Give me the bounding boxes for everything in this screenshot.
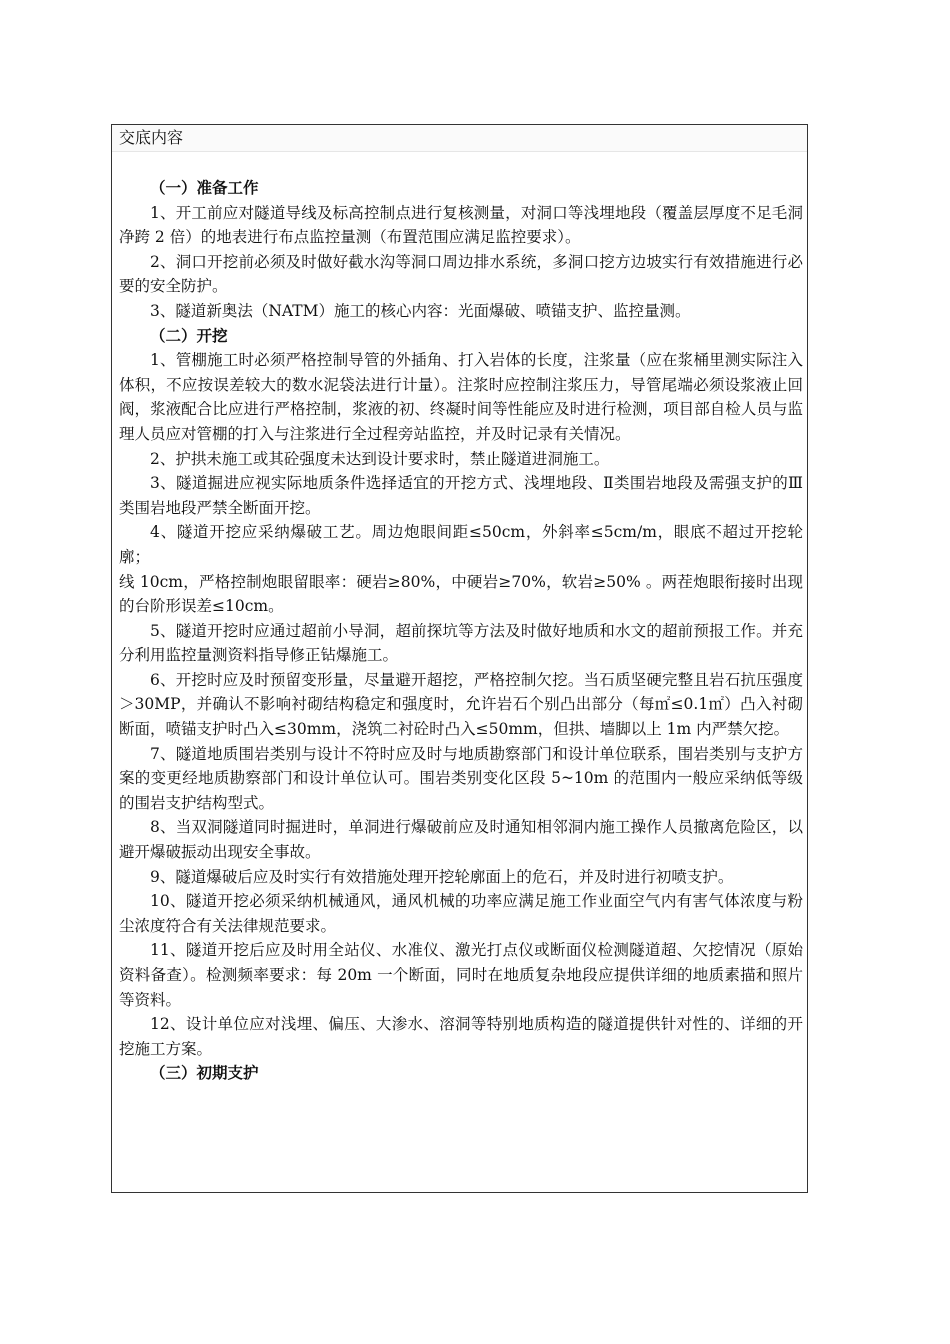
paragraph: 9、隧道爆破后应及时实行有效措施处理开挖轮廓面上的危石，并及时进行初喷支护。 (150, 867, 734, 886)
paragraph: 5、隧道开挖时应通过超前小导洞，超前探坑等方法及时做好地质和水文的超前预报工作。并充分利用监控量测资料指导修正钻爆施工。 (119, 621, 803, 665)
header-row (112, 125, 807, 152)
section-title-initial-support: （三）初期支护 (150, 1064, 259, 1083)
paragraph: 3、隧道新奥法（NATM）施工的核心内容：光面爆破、喷锚支护、监控量测。 (150, 301, 691, 320)
section-title-preparation: （一）准备工作 (150, 179, 259, 197)
paragraph: 1、开工前应对隧道导线及标高控制点进行复核测量，对洞口等浅埋地段（覆盖层厚度不足毛洞净跨 2 倍）的地表进行布点监控量测（布置范围应满足监控要求）。 (119, 203, 803, 247)
paragraph-continuation: 线 10cm，严格控制炮眼留眼率：硬岩≥80%，中硬岩≥70%，软岩≥50% 。两茬炮眼衔接时出现的台阶形误差≤10cm。 (119, 572, 803, 616)
paragraph: 6、开挖时应及时预留变形量，尽量避开超挖，严格控制欠挖。当石质坚硬完整且岩石抗压强度＞30MP，并确认不影响衬砌结构稳定和强度时，允许岩石个别凸出部分（每㎡≤0.1㎡）凸入衬砌断面，喷锚支护时凸入≤30mm，浇筑二衬砼时凸入≤50mm，但拱、墙脚以上 1m 内严禁欠挖。 (119, 670, 803, 739)
paragraph: 8、当双洞隧道同时掘进时，单洞进行爆破前应及时通知相邻洞内施工操作人员撤离危险区，以避开爆破振动出现安全事故。 (119, 818, 803, 862)
paragraph: 11、隧道开挖后应及时用全站仪、水准仪、激光打点仪或断面仪检测隧道超、欠挖情况（原始资料备查）。检测频率要求：每 20m 一个断面，同时在地质复杂地段应提供详细的地质素描和照片等资料。 (119, 941, 803, 1009)
paragraph: 3、隧道掘进应视实际地质条件选择适宜的开挖方式、浅埋地段、Ⅱ类围岩地段及需强支护的Ⅲ类围岩地段严禁全断面开挖。 (119, 474, 803, 517)
section-title-excavation: （二）开挖 (150, 326, 228, 345)
paragraph: 2、洞口开挖前必须及时做好截水沟等洞口周边排水系统，多洞口挖方边坡实行有效措施进行必要的安全防护。 (119, 252, 803, 296)
paragraph: 1、管棚施工时必须严格控制导管的外插角、打入岩体的长度，注浆量（应在浆桶里测实际注入体积，不应按误差较大的数水泥袋法进行计量）。注浆时应控制注浆压力，导管尾端必须设浆液止回阀，浆液配合比应进行严格控制，浆液的初、终凝时间等性能应及时进行检测，项目部自检人员与监理人员应对管棚的打入与注浆进行全过程旁站监控，并及时记录有关情况。 (119, 351, 803, 443)
header-label: 交底内容 (119, 128, 184, 147)
document-table (111, 124, 808, 1193)
paragraph: 7、隧道地质围岩类别与设计不符时应及时与地质勘察部门和设计单位联系，围岩类别与支护方案的变更经地质勘察部门和设计单位认可。围岩类别变化区段 5~10m 的范围内一般应采纳低等级的围岩支护结构型式。 (119, 744, 803, 812)
paragraph: 2、护拱未施工或其砼强度未达到设计要求时，禁止隧道进洞施工。 (150, 449, 610, 468)
document-content (119, 176, 803, 1086)
paragraph: 4、隧道开挖应采纳爆破工艺。周边炮眼间距≤50cm，外斜率≤5cm/m，眼底不超过开挖轮廓； (119, 523, 803, 566)
paragraph: 10、隧道开挖必须采纳机械通风，通风机械的功率应满足施工作业面空气内有害气体浓度与粉尘浓度符合有关法律规范要求。 (119, 892, 803, 935)
paragraph: 12、设计单位应对浅埋、偏压、大渗水、溶洞等特别地质构造的隧道提供针对性的、详细的开挖施工方案。 (119, 1015, 803, 1058)
